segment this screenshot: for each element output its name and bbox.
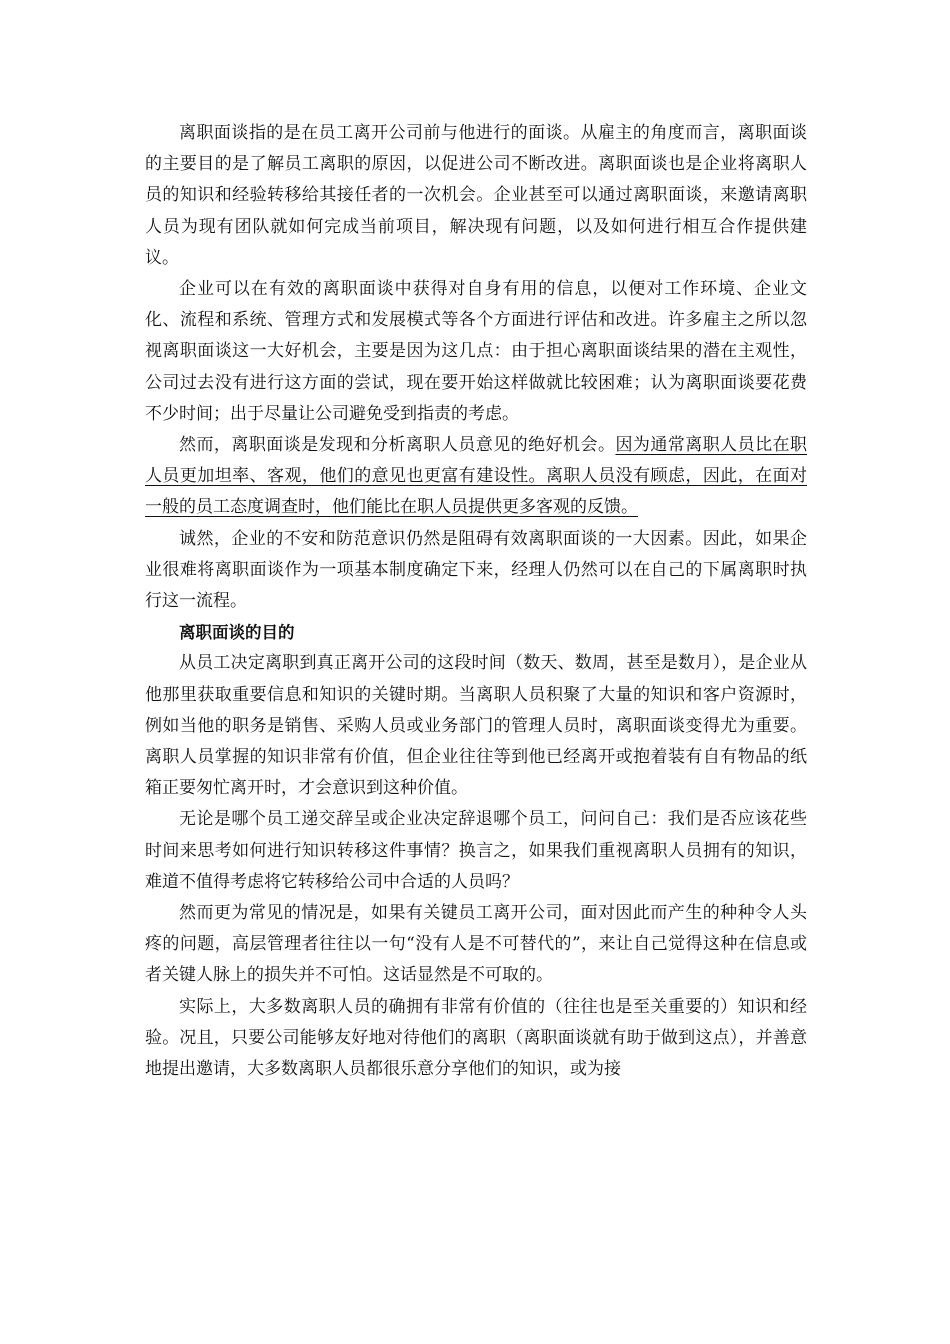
paragraph-7-text: 然而更为常见的情况是，如果有关键员工离开公司，面对因此而产生的种种令人头疼的问题，高层管理者往往以一句“没有人是不可替代的”，来让自己觉得这种在信息或者关键人脉上的损失并不可怕。这话显然是不可取的。 xyxy=(145,903,807,986)
section-heading-text: 离职面谈的目的 xyxy=(179,623,295,643)
paragraph-2 xyxy=(145,274,807,430)
paragraph-3 xyxy=(145,430,807,524)
paragraph-4-text: 诚然，企业的不安和防范意识仍然是阻碍有效离职面谈的一大因素。因此，如果企业很难将离职面谈作为一项基本制度确定下来，经理人仍然可以在自己的下属离职时执行这一流程。 xyxy=(145,528,807,612)
document-page xyxy=(145,118,807,1085)
paragraph-8-text: 实际上，大多数离职人员的确拥有非常有价值的（往往也是至关重要的）知识和经验。况且，只要公司能够友好地对待他们的离职（离职面谈就有助于做到这点），并善意地提出邀请，大多数离职人员都很乐意分享他们的知识，或为接 xyxy=(145,996,807,1080)
paragraph-7 xyxy=(145,898,807,992)
paragraph-5-text: 从员工决定离职到真正离开公司的这段时间（数天、数周，甚至是数月），是企业从他那里获取重要信息和知识的关键时期。当离职人员积聚了大量的知识和客户资源时，例如当他的职务是销售、采购人员或业务部门的管理人员时，离职面谈变得尤为重要。离职人员掌握的知识非常有价值，但企业往往等到他已经离开或抱着装有自有物品的纸箱正要匆忙离开时，才会意识到这种价值。 xyxy=(145,653,807,799)
paragraph-1-text: 离职面谈指的是在员工离开公司前与他进行的面谈。从雇主的角度而言，离职面谈的主要目的是了解员工离职的原因，以促进公司不断改进。离职面谈也是企业将离职人员的知识和经验转移给其接任者的一次机会。企业甚至可以通过离职面谈，来邀请离职人员为现有团队就如何完成当前项目，解决现有问题，以及如何进行相互合作提供建议。 xyxy=(145,123,807,268)
paragraph-3-text: 然而，离职面谈是发现和分析离职人员意见的绝好机会。 xyxy=(179,435,616,456)
paragraph-8 xyxy=(145,992,807,1086)
section-heading xyxy=(145,617,807,648)
paragraph-2-text: 企业可以在有效的离职面谈中获得对自身有用的信息，以便对工作环境、企业文化、流程和系统、管理方式和发展模式等各个方面进行评估和改进。许多雇主之所以忽视离职面谈这一大好机会，主要是因为这几点：由于担心离职面谈结果的潜在主观性，公司过去没有进行这方面的尝试，现在要开始这样做就比较困难；认为离职面谈要花费不少时间；出于尽量让公司避免受到指责的考虑。 xyxy=(145,279,807,424)
paragraph-6 xyxy=(145,804,807,898)
paragraph-1 xyxy=(145,118,807,274)
paragraph-5 xyxy=(145,648,807,804)
paragraph-6-text: 无论是哪个员工递交辞呈或企业决定辞退哪个员工，问问自己：我们是否应该花些时间来思考如何进行知识转移这件事情？换言之，如果我们重视离职人员拥有的知识，难道不值得考虑将它转移给公司中合适的人员吗？ xyxy=(145,809,807,892)
paragraph-3-underlined-text: 因为通常离职人员比在职人员更加坦率、客观，他们的意见也更富有建设性。离职人员没有顾虑，因此，在面对一般的员工态度调查时，他们能比在职人员提供更多客观的反馈。 xyxy=(145,435,808,518)
paragraph-4 xyxy=(145,524,807,618)
